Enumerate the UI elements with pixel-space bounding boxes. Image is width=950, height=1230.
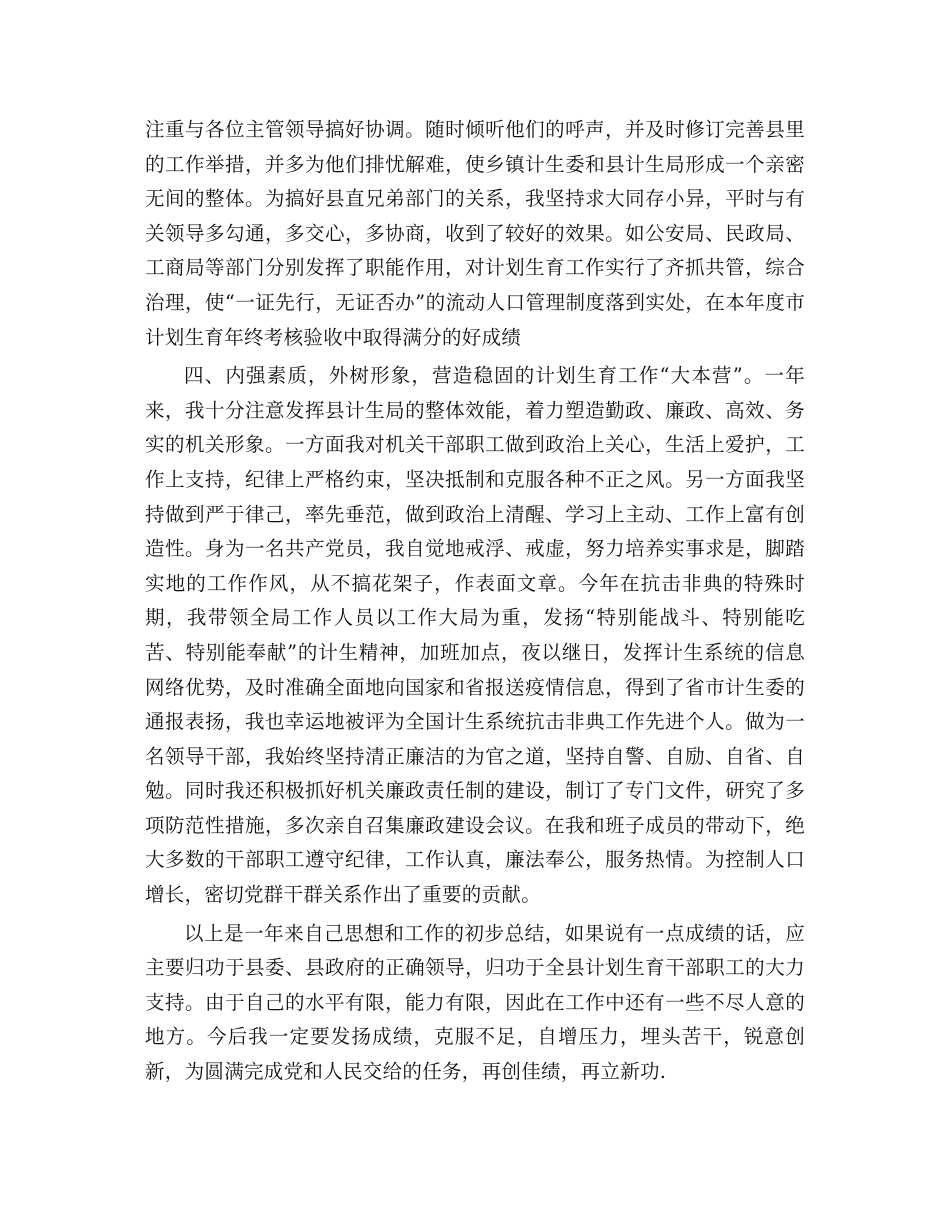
paragraph-coordination: 注重与各位主管领导搞好协调。随时倾听他们的呼声，并及时修订完善县里的工作举措，并多为他们排忧解难，使乡镇计生委和县计生局形成一个亲密无间的整体。为搞好县直兄弟部门的关系，我坚持求大同存小异，平时与有关领导多勾通，多交心，多协商，收到了较好的效果。如公安局、民政局、工商局等部门分别发挥了职能作用，对计划生育工作实行了齐抓共管，综合治理，使“一证先行，无证否办”的流动人口管理制度落到实处，在本年度市计划生育年终考核验收中取得满分的好成绩: [145, 118, 805, 349]
paragraph-conclusion: 以上是一年来自己思想和工作的初步总结，如果说有一点成绩的话，应主要归功于县委、县政府的正确领导，归功于全县计划生育干部职工的大力支持。由于自己的水平有限，能力有限，因此在工作中还有一些不尽人意的地方。今后我一定要发扬成绩，克服不足，自增压力，埋头苦干，锐意创新，为圆满完成党和人民交给的任务，再创佳绩，再立新功.: [145, 921, 805, 1084]
document-body: [145, 113, 805, 1090]
paragraph-image-building: 四、内强素质，外树形象，营造稳固的计划生育工作“大本营”。一年来，我十分注意发挥县计生局的整体效能，着力塑造勤政、廉政、高效、务实的机关形象。一方面我对机关干部职工做到政治上关心，生活上爱护，工作上支持，纪律上严格约束，坚决抵制和克服各种不正之风。另一方面我坚持做到严于律己，率先垂范，做到政治上清醒、学习上主动、工作上富有创造性。身为一名共产党员，我自觉地戒浮、戒虚，努力培养实事求是，脚踏实地的工作作风，从不搞花架子，作表面文章。今年在抗击非典的特殊时期，我带领全局工作人员以工作大局为重，发扬“特别能战斗、特别能吃苦、特别能奉献”的计生精神，加班加点，夜以继日，发挥计生系统的信息网络优势，及时准确全面地向国家和省报送疫情信息，得到了省市计生委的通报表扬，我也幸运地被评为全国计生系统抗击非典工作先进个人。做为一名领导干部，我始终坚持清正廉洁的为官之道，坚持自警、自励、自省、自勉。同时我还积极抓好机关廉政责任制的建设，制订了专门文件，研究了多项防范性措施，多次亲自召集廉政建设会议。在我和班子成员的带动下，绝大多数的干部职工遵守纪律，工作认真，廉法奉公，服务热情。为控制人口增长，密切党群干群关系作出了重要的贡献。: [145, 364, 805, 907]
